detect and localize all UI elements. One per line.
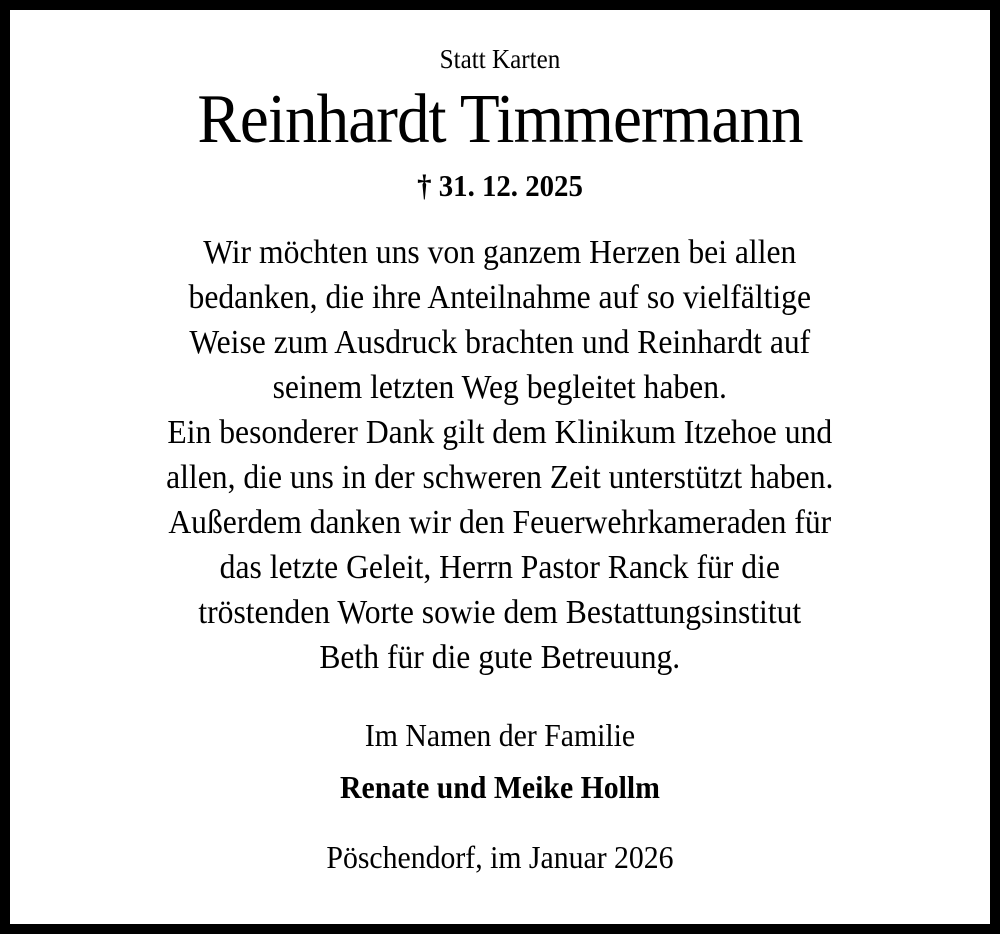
body-line: bedanken, die ihre Anteilnahme auf so vielfältige: [188, 279, 812, 316]
body-line: das letzte Geleit, Herrn Pastor Ranck für die: [219, 549, 781, 586]
body-line: tröstenden Worte sowie dem Bestattungsinstitut: [198, 594, 802, 631]
body-line: Ein besonderer Dank gilt dem Klinikum Itzehoe und: [167, 414, 833, 451]
death-date: † 31. 12. 2025: [417, 168, 583, 203]
body-line: seinem letzten Weg begleitet haben.: [272, 369, 728, 406]
family-intro: Im Namen der Familie: [364, 717, 636, 753]
body-line: allen, die uns in der schweren Zeit unterstützt haben.: [166, 459, 834, 496]
body-line: Wir möchten uns von ganzem Herzen bei allen: [203, 234, 797, 271]
body-line: Außerdem danken wir den Feuerwehrkameraden für: [168, 504, 832, 541]
place-and-date: Pöschendorf, im Januar 2026: [326, 839, 674, 875]
family-names: Renate und Meike Hollm: [340, 769, 660, 805]
body-line: Beth für die gute Betreuung.: [319, 639, 681, 676]
deceased-name: Reinhardt Timmermann: [197, 81, 803, 158]
pre-title: Statt Karten: [439, 44, 561, 74]
body-line: Weise zum Ausdruck brachten und Reinhardt auf: [189, 324, 811, 361]
obituary-content: [10, 10, 990, 924]
thank-you-text: [141, 230, 859, 680]
